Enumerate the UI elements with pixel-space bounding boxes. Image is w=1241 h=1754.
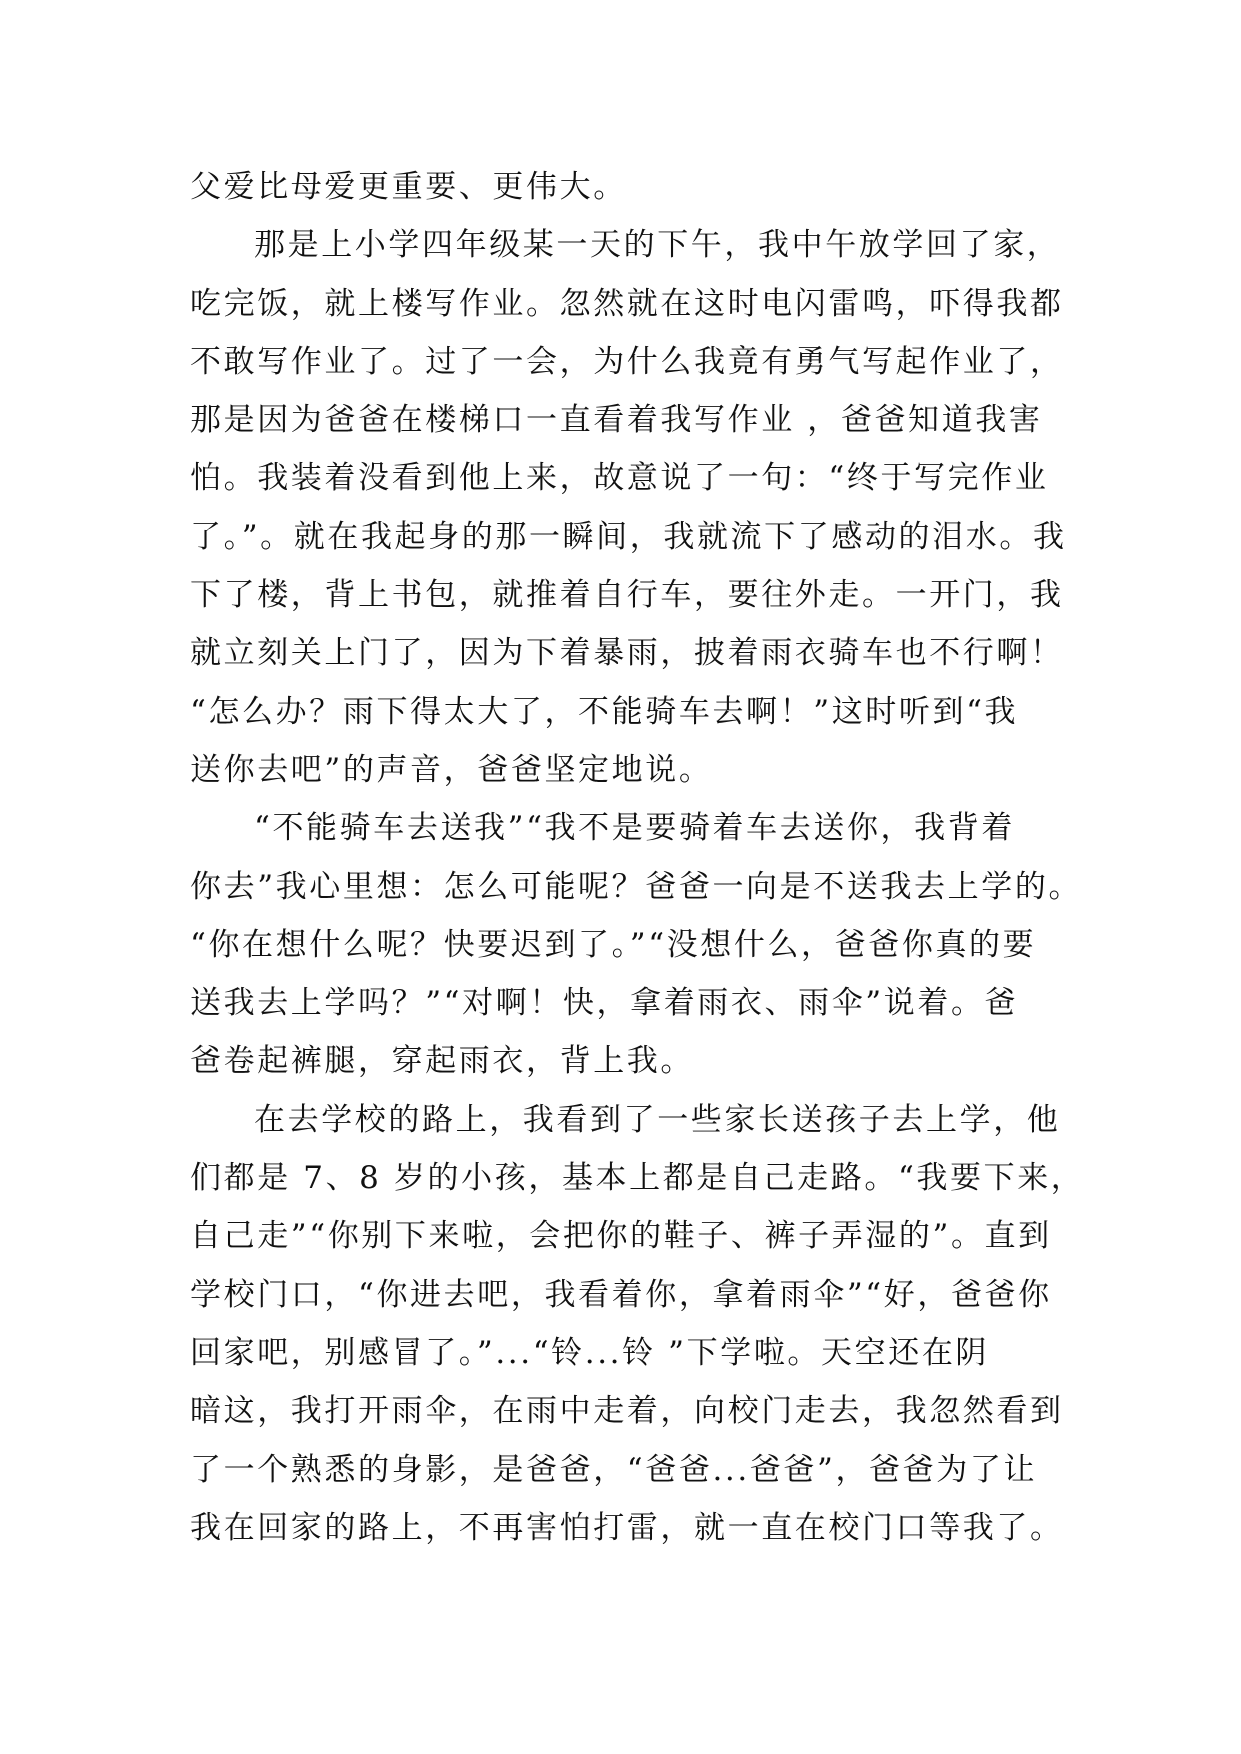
paragraph xyxy=(190,216,1070,799)
text-line: 了一个熟悉的身影，是爸爸，“爸爸...爸爸”，爸爸为了让 xyxy=(190,1451,1038,1488)
essay-body xyxy=(190,158,1085,1557)
text-line: 们都是 7、8 岁的小孩，基本上都是自己走路。“我要下来， xyxy=(190,1160,1085,1197)
text-line: “不能骑车去送我”“我不是要骑着车去送你，我背着 xyxy=(254,810,1015,847)
paragraph xyxy=(190,158,1070,216)
text-line: “怎么办？雨下得太大了，不能骑车去啊！”这时听到“我 xyxy=(190,693,1019,730)
text-line: 你去”我心里想：怎么可能呢？爸爸一向是不送我去上学的。 xyxy=(190,868,1083,905)
text-line: 爸卷起裤腿，穿起雨衣，背上我。 xyxy=(190,1043,694,1080)
text-line: 送我去上学吗？”“对啊！快，拿着雨衣、雨伞”说着。爸 xyxy=(190,985,1019,1022)
text-line: 回家吧，别感冒了。”...“铃...铃 ”下学啦。天空还在阴 xyxy=(190,1334,990,1371)
text-line: 怕。我装着没看到他上来，故意说了一句：“终于写完作业 xyxy=(190,460,1049,497)
text-line: “你在想什么呢？快要迟到了。”“没想什么，爸爸你真的要 xyxy=(190,926,1037,963)
text-line: 不敢写作业了。过了一会，为什么我竟有勇气写起作业了， xyxy=(190,343,1064,380)
text-line: 就立刻关上门了，因为下着暴雨，披着雨衣骑车也不行啊！ xyxy=(190,635,1064,672)
text-line: 送你去吧”的声音，爸爸坚定地说。 xyxy=(190,751,713,788)
paragraph xyxy=(190,1091,1085,1557)
text-line: 自己走”“你别下来啦，会把你的鞋子、裤子弄湿的”。直到 xyxy=(190,1218,1052,1255)
text-line: 学校门口，“你进去吧，我看着你，拿着雨伞”“好，爸爸你 xyxy=(190,1276,1052,1313)
text-line: 了。”。就在我起身的那一瞬间，我就流下了感动的泪水。我 xyxy=(190,518,1067,555)
text-line: 那是因为爸爸在楼梯口一直看着我写作业 ，爸爸知道我害 xyxy=(190,402,1043,439)
text-line: 父爱比母爱更重要、更伟大。 xyxy=(190,169,627,205)
paragraph xyxy=(190,799,1083,1090)
text-line: 我在回家的路上，不再害怕打雷，就一直在校门口等我了。 xyxy=(190,1509,1064,1546)
text-line: 那是上小学四年级某一天的下午，我中午放学回了家， xyxy=(254,227,1061,264)
text-line: 下了楼，背上书包，就推着自行车，要往外走。一开门，我 xyxy=(190,577,1064,614)
text-line: 暗这，我打开雨伞，在雨中走着，向校门走去，我忽然看到 xyxy=(190,1393,1064,1430)
text-line: 在去学校的路上，我看到了一些家长送孩子去上学，他 xyxy=(254,1101,1061,1138)
text-line: 吃完饭，就上楼写作业。忽然就在这时电闪雷鸣，吓得我都 xyxy=(190,285,1064,322)
